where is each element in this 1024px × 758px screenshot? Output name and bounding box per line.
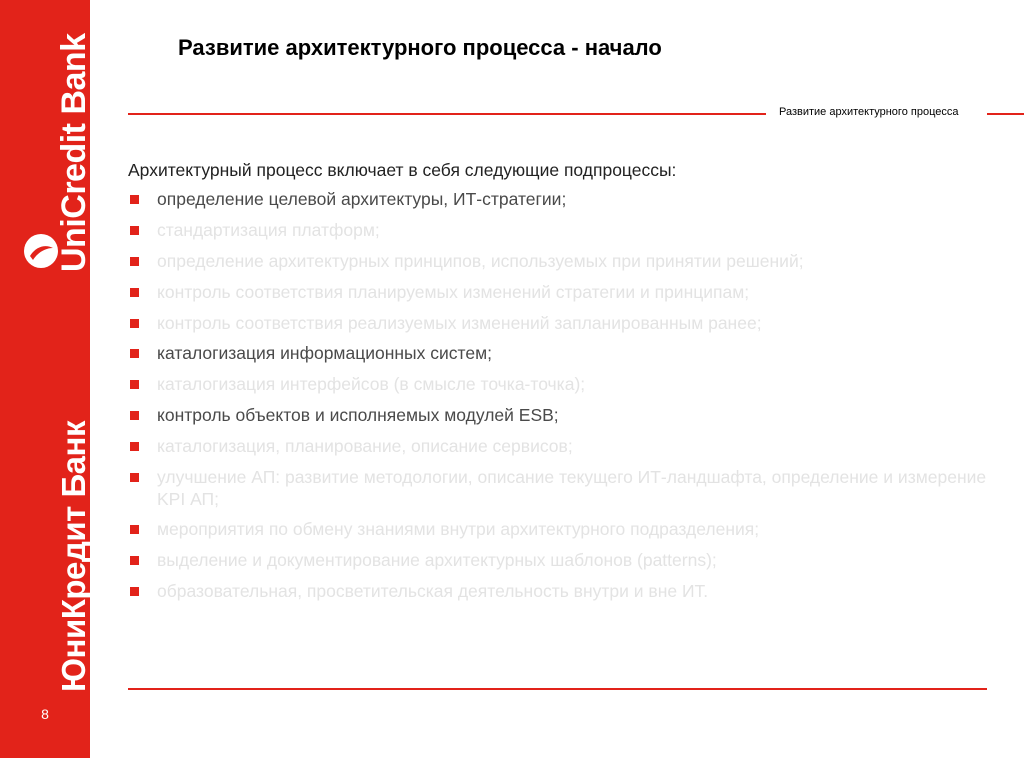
list-item-text: определение архитектурных принципов, используемых при принятии решений; bbox=[157, 250, 804, 271]
bullet-square-icon bbox=[130, 319, 139, 328]
list-item-text: контроль соответствия планируемых изменений стратегии и принципам; bbox=[157, 281, 750, 302]
brand-sidebar bbox=[0, 0, 93, 758]
header-divider-left bbox=[128, 113, 766, 115]
list-item bbox=[130, 251, 990, 273]
list-item bbox=[130, 313, 990, 335]
list-item bbox=[130, 282, 990, 304]
header-divider-right bbox=[987, 113, 1024, 115]
list-item bbox=[130, 581, 990, 603]
list-item bbox=[130, 550, 990, 572]
brand-name-cyrillic: ЮниКредит Банк bbox=[55, 421, 92, 692]
bullet-square-icon bbox=[130, 587, 139, 596]
bullet-square-icon bbox=[130, 556, 139, 565]
list-item-text: улучшение АП: развитие методологии, описание текущего ИТ-ландшафта, определение и измерение KPI АП; bbox=[157, 467, 987, 509]
list-item-text: контроль соответствия реализуемых изменений запланированным ранее; bbox=[157, 312, 762, 333]
list-item bbox=[130, 374, 990, 396]
list-item bbox=[130, 519, 990, 541]
list-item-text: каталогизация информационных систем; bbox=[157, 343, 492, 364]
bullet-square-icon bbox=[130, 525, 139, 534]
list-item bbox=[130, 189, 990, 211]
bullet-square-icon bbox=[130, 288, 139, 297]
bullet-square-icon bbox=[130, 473, 139, 482]
list-item bbox=[130, 343, 990, 365]
list-item-text: каталогизация интерфейсов (в смысле точка-точка); bbox=[157, 374, 586, 395]
bullet-square-icon bbox=[130, 380, 139, 389]
bullet-square-icon bbox=[130, 442, 139, 451]
bullet-square-icon bbox=[130, 257, 139, 266]
list-item-text: контроль объектов и исполняемых модулей ESB; bbox=[157, 405, 559, 426]
bullet-square-icon bbox=[130, 195, 139, 204]
page-number: 8 bbox=[41, 706, 49, 722]
bullet-square-icon bbox=[130, 411, 139, 420]
slide-title: Развитие архитектурного процесса - начало bbox=[178, 35, 662, 60]
list-item bbox=[130, 405, 990, 427]
list-item bbox=[130, 467, 990, 510]
list-item-text: стандартизация платформ; bbox=[157, 219, 380, 240]
bullet-square-icon bbox=[130, 349, 139, 358]
list-item-text: выделение и документирование архитектурных шаблонов (patterns); bbox=[157, 550, 717, 571]
list-item-text: образовательная, просветительская деятельность внутри и вне ИТ. bbox=[157, 581, 709, 602]
intro-text: Архитектурный процесс включает в себя следующие подпроцессы: bbox=[128, 160, 677, 180]
bullet-square-icon bbox=[130, 226, 139, 235]
list-item-text: мероприятия по обмену знаниями внутри архитектурного подразделения; bbox=[157, 519, 760, 540]
list-item-text: определение целевой архитектуры, ИТ-стратегии; bbox=[157, 189, 567, 209]
subprocess-list bbox=[130, 189, 990, 612]
section-label: Развитие архитектурного процесса bbox=[779, 106, 959, 118]
footer-divider bbox=[128, 688, 987, 690]
brand-name-latin: UniCredit Bank bbox=[55, 33, 93, 272]
list-item-text: каталогизация, планирование, описание сервисов; bbox=[157, 436, 573, 457]
list-item bbox=[130, 436, 990, 458]
list-item bbox=[130, 220, 990, 242]
